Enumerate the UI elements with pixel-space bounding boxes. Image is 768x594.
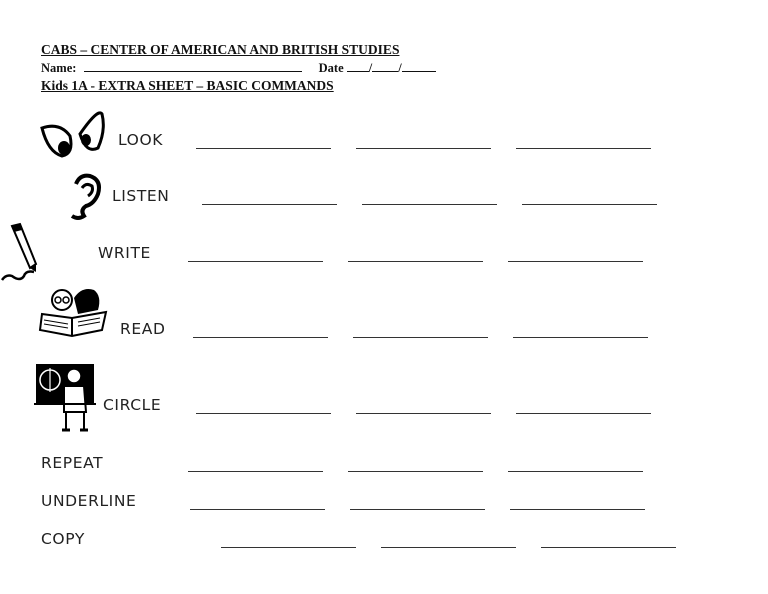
date-day-field[interactable] [347, 60, 369, 72]
answer-blank[interactable] [356, 413, 491, 414]
command-copy: COPY [41, 530, 85, 548]
answer-blank[interactable] [508, 261, 643, 262]
teacher-blackboard-icon [34, 364, 96, 434]
answer-blank[interactable] [510, 509, 645, 510]
command-write: WRITE [98, 244, 151, 262]
command-repeat: REPEAT [41, 454, 104, 472]
answer-blank[interactable] [362, 204, 497, 205]
name-label: Name: [41, 61, 77, 75]
school-title: CABS – CENTER OF AMERICAN AND BRITISH STUDIES [41, 42, 400, 57]
command-read: READ [120, 320, 166, 338]
sheet-title: Kids 1A - EXTRA SHEET – BASIC COMMANDS [41, 78, 334, 93]
command-circle: CIRCLE [103, 396, 162, 414]
answer-blank[interactable] [202, 204, 337, 205]
answer-blank[interactable] [193, 337, 328, 338]
date-label: Date [318, 61, 344, 75]
pencil-icon [0, 222, 44, 284]
command-underline: UNDERLINE [41, 492, 137, 510]
answer-blank[interactable] [348, 261, 483, 262]
answer-blank[interactable] [188, 471, 323, 472]
date-separator: / [398, 61, 402, 75]
answer-blank[interactable] [513, 337, 648, 338]
answer-blank[interactable] [190, 509, 325, 510]
reading-child-icon [38, 284, 110, 342]
command-listen: LISTEN [112, 187, 170, 205]
answer-blank[interactable] [516, 148, 651, 149]
answer-blank[interactable] [356, 148, 491, 149]
name-field[interactable] [84, 60, 302, 72]
answer-blank[interactable] [188, 261, 323, 262]
answer-blank[interactable] [516, 413, 651, 414]
answer-blank[interactable] [196, 413, 331, 414]
answer-blank[interactable] [196, 148, 331, 149]
answer-blank[interactable] [522, 204, 657, 205]
date-month-field[interactable] [372, 60, 398, 72]
answer-blank[interactable] [348, 471, 483, 472]
command-look: LOOK [118, 131, 164, 149]
name-date-line [41, 60, 436, 76]
answer-blank[interactable] [541, 547, 676, 548]
eyes-icon [40, 110, 106, 160]
answer-blank[interactable] [381, 547, 516, 548]
ear-icon [66, 172, 106, 222]
date-year-field[interactable] [402, 60, 436, 72]
answer-blank[interactable] [221, 547, 356, 548]
date-separator: / [368, 61, 373, 75]
answer-blank[interactable] [353, 337, 488, 338]
answer-blank[interactable] [350, 509, 485, 510]
answer-blank[interactable] [508, 471, 643, 472]
